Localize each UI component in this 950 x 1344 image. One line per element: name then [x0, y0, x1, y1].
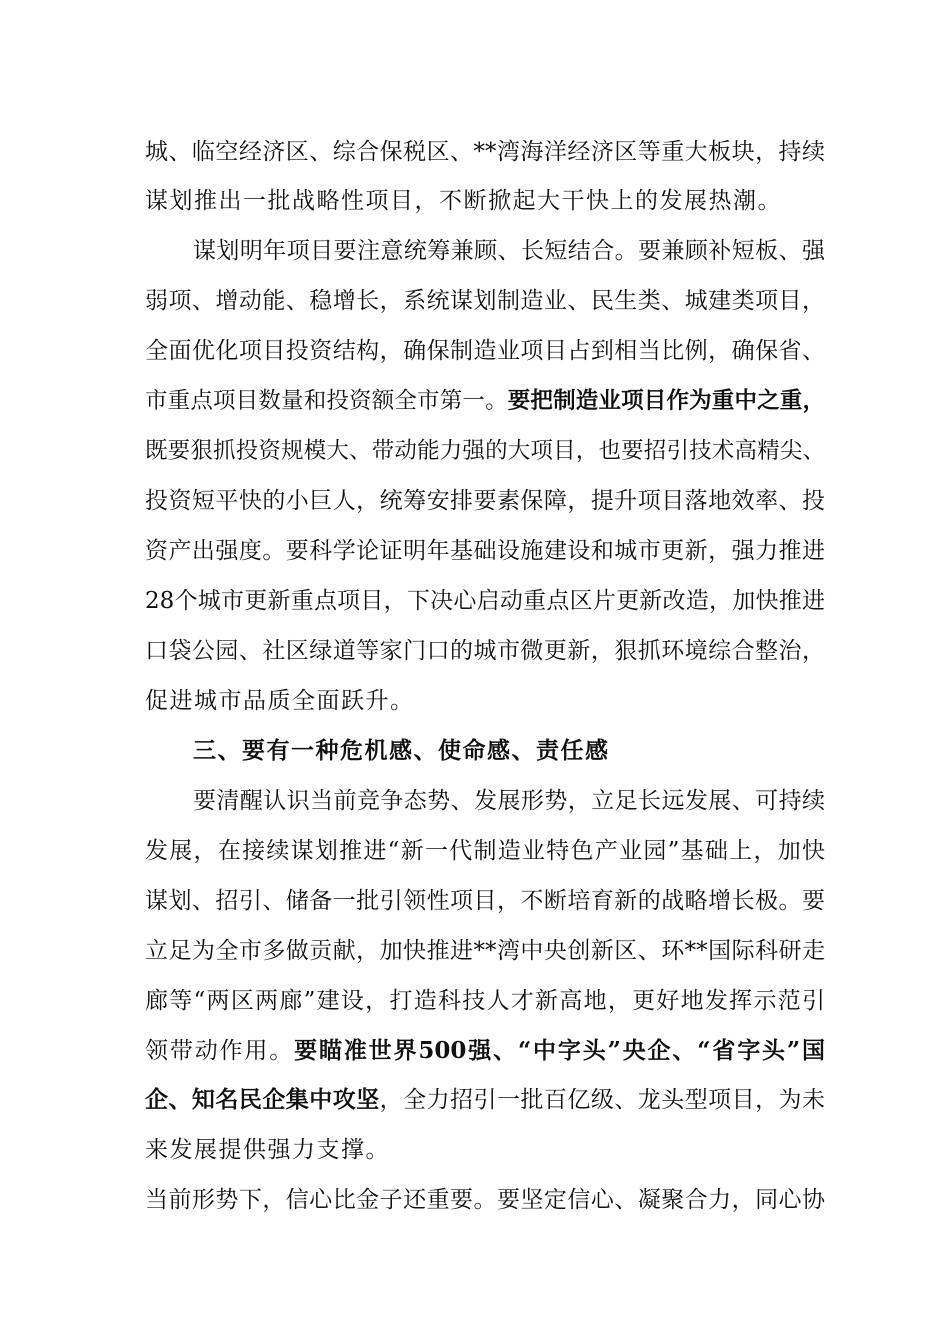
text-segment: 谋划推出一批战略性项目，不断掀起大干快上的发展热潮。 — [145, 188, 782, 214]
text-segment: 投资短平快的小巨人，统筹安排要素保障，提升项目落地效率、投 — [145, 488, 825, 514]
text-segment: 当前形势下，信心比金子还重要。要坚定信心、凝聚合力，同心协 — [145, 1187, 825, 1213]
text-segment: 廊等“两区两廊”建设，打造科技人才新高地，更好地发挥示范引 — [145, 988, 825, 1014]
text-line — [145, 486, 825, 516]
text-line — [145, 636, 825, 666]
text-segment: 立足为全市多做贡献，加快推进**湾中央创新区、环**国际科研走 — [145, 938, 825, 964]
text-line — [145, 436, 825, 466]
text-line — [145, 1135, 825, 1165]
paragraph-first-line — [193, 786, 825, 816]
text-segment: 要清醒认识当前竞争态势、发展形势，立足长远发展、可持续 — [193, 788, 825, 814]
text-segment: 资产出强度。要科学论证明年基础设施建设和城市更新，强力推进 — [145, 538, 825, 564]
text-segment: 领带动作用。 — [145, 1038, 295, 1064]
text-line — [145, 1036, 825, 1066]
text-line — [145, 286, 825, 316]
bold-text-segment: 要把制造业项目作为重中之重， — [507, 388, 825, 414]
text-line — [145, 186, 825, 216]
text-line — [145, 137, 825, 167]
text-line — [145, 536, 825, 566]
text-segment: 谋划、招引、储备一批引领性项目，不断培育新的战略增长极。要 — [145, 888, 825, 914]
text-segment: 谋划明年项目要注意统筹兼顾、长短结合。要兼顾补短板、强 — [193, 238, 825, 264]
text-segment: 28个城市更新重点项目，下决心启动重点区片更新改造，加快推进 — [145, 588, 825, 614]
text-segment: 既要狠抓投资规模大、带动能力强的大项目，也要招引技术高精尖、 — [145, 438, 825, 464]
text-line — [145, 586, 825, 616]
text-segment: 城、临空经济区、综合保税区、**湾海洋经济区等重大板块，持续 — [145, 139, 825, 165]
text-line — [145, 1185, 825, 1215]
text-line — [145, 986, 825, 1016]
text-segment: 弱项、增动能、稳增长，系统谋划制造业、民生类、城建类项目， — [145, 288, 825, 314]
text-segment: 发展，在接续谋划推进“新一代制造业特色产业园”基础上，加快 — [145, 838, 825, 864]
bold-text-segment: 企、知名民企集中攻坚 — [145, 1086, 380, 1113]
text-segment: 来发展提供强力支撑。 — [145, 1137, 390, 1163]
text-segment: 市重点项目数量和投资额全市第一。 — [145, 388, 508, 414]
text-line — [145, 936, 825, 966]
section-heading — [193, 736, 873, 766]
paragraph-first-line — [193, 236, 825, 266]
text-line — [145, 386, 825, 416]
text-line — [145, 336, 825, 366]
text-line — [145, 1085, 825, 1115]
text-line — [145, 886, 825, 916]
text-segment: 口袋公园、社区绿道等家门口的城市微更新，狠抓环境综合整治， — [145, 638, 825, 664]
heading-text: 三、要有一种危机感、使命感、责任感 — [193, 737, 610, 764]
text-line — [145, 686, 825, 716]
text-segment: 全面优化项目投资结构，确保制造业项目占到相当比例，确保省、 — [145, 338, 825, 364]
bold-text-segment: 要瞄准世界500强、“中字头”央企、“省字头”国 — [294, 1037, 825, 1064]
text-segment: 促进城市品质全面跃升。 — [145, 688, 415, 714]
text-segment: ，全力招引一批百亿级、龙头型项目，为未 — [379, 1087, 826, 1113]
text-line — [145, 836, 825, 866]
